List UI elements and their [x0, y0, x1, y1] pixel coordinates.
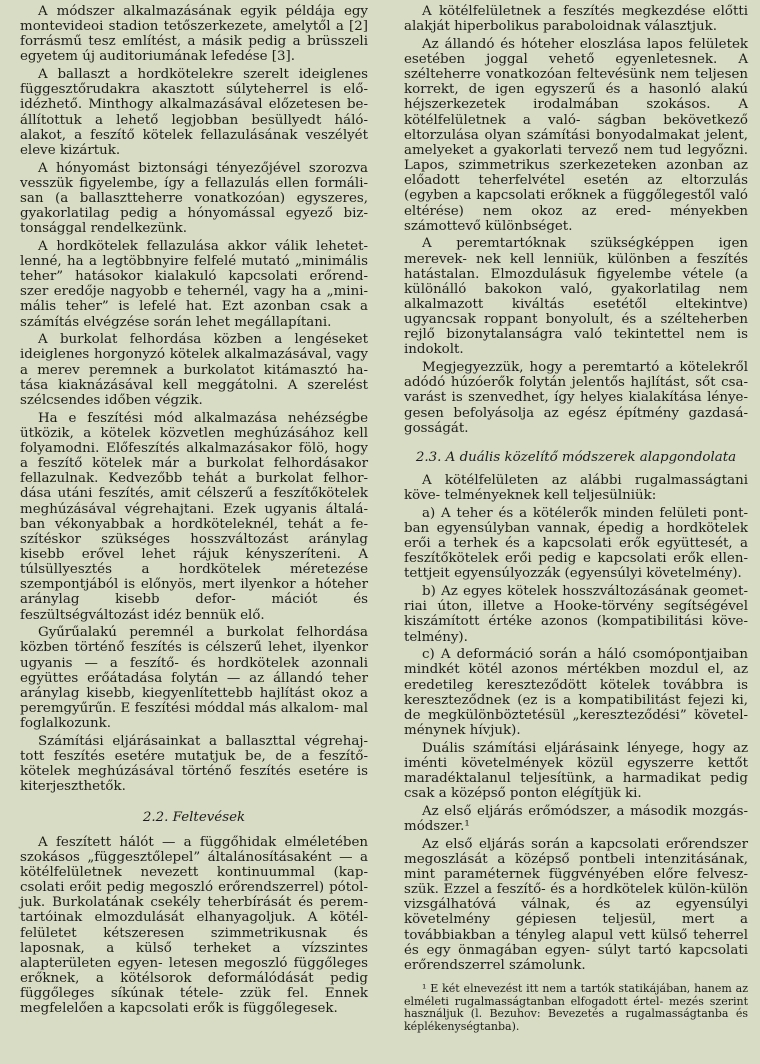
paragraph: A kötélfelületnek a feszítés megkezdése előtti alakját hiperbolikus paraboloidnak választjuk. [404, 4, 748, 35]
section-heading: 2.2. Feltevések [142, 810, 246, 826]
paragraph: Az első eljárás során a kapcsolati erőrendszer megoszlását a középső pontbeli intenzitásának, mint paraméternek függvényében előre felvesz- szük. Ezzel a feszítő- és a hordkötelek külön-külön vizsgálhatóvá válnak, és az egyensúlyi követelmény gépiesen teljesül, mert a továbbiakban a tényleg alapul vett külső teherrel és egy önmagában egyen- súlyt tartó kapcsolati erőrendszerrel számolunk. [404, 836, 748, 973]
paragraph: Gyűrűalakú peremnél a burkolat felhordása közben történő feszítés is célszerű lehet, ilyenkor ugyanis — a feszítő- és hordkötelek azonnali együttes erőátadása folytán — az állandó teher aránylag kisebb, kiegyenlítettebb hajlítást okoz a peremgyűrűn. E feszítési móddal más alkalom- mal foglalkozunk. [20, 625, 368, 732]
paragraph: A hordkötelek fellazulása akkor válik lehetet- lenné, ha a legtöbbnyire felfelé mutató „minimális teher” hatásokor kialakuló kapcsolati erőrend- szer eredője nagyobb e tehernél, vagy ha a „mini- mális teher” is lefelé hat. Ezt azonban csak a számítás elvégzése során lehet megállapítani. [20, 238, 368, 330]
paragraph: Duális számítási eljárásaink lényege, hogy az iménti követelmények közül egyszerre kettőt maradéktalanul teljesítünk, a harmadikat pedig csak a középső ponton elégítjük ki. [404, 740, 748, 802]
paragraph: Megjegyezzük, hogy a peremtartó a kötelekről adódó húzóerők folytán jelentős hajlítást, sőt csa- varást is szenvedhet, így helyes kialakítása lénye- gesen befolyásolja az egész építmény gazdasá- gosságát. [404, 360, 748, 436]
paragraph: Az első eljárás erőmódszer, a második mozgás- módszer.¹ [404, 803, 748, 834]
paragraph: Ha e feszítési mód alkalmazása nehézségbe ütközik, a kötelek közvetlen meghúzásához kell folyamodni. Előfeszítés alkalmazásakor fölö, hogy a feszítő kötelek már a burkolat felhordásakor fellazulnak. Kedvezőbb tehát a burkolat felhor- dása utáni feszítés, amit célszerű a feszítőkötelek meghúzásával végrehajtani. Ezek ugyanis általá- ban vékonyabbak a hordköteleknél, tehát a fe- szítéskor szükséges hosszváltozást aránylag kisebb erővel lehet rájuk kényszeríteni. A túlsüllyesztés a hordkötelek méretezése szempontjából is előnyös, mert ilyenkor a hóteher aránylag kisebb defor- mációt és feszültségváltozást idéz bennük elő. [20, 410, 368, 623]
paragraph: Számítási eljárásainkat a ballaszttal végrehaj- tott feszítés esetére mutatjuk be, de a feszítő- kötelek meghúzásával történő feszítés esetére is kiterjeszthetők. [20, 733, 368, 795]
left-column [20, 4, 368, 1019]
section-heading: 2.3. A duális közelítő módszerek alapgondolata [415, 449, 737, 465]
footnote: ¹ E két elnevezést itt nem a tartók statikájában, hanem az elméleti rugalmasságtanban elfogadott értel- mezés szerint használjuk (l. Bezuhov: Bevezetés a rugalmasságtanba és képlékenységtanba). [404, 982, 748, 1033]
requirement-c: c) A deformáció során a háló csomópontjaiban mindkét kötél azonos mértékben mozdul el, az eredetileg kereszteződött kötelek továbbra is kereszteződnek (ez is a kompatibilitást fejezi ki, de megkülönböztetésül „kereszteződési” követel- ménynek hívjuk). [404, 647, 748, 739]
paragraph: A feszített hálót — a függőhidak elméletében szokásos „függesztőlepel” általánosításaként — a kötélfelületnek nevezett kontinuummal (kap- csolati erőit pedig megoszló erőrendszerrel) pótol- juk. Burkolatának csekély teherbírását és perem- tartóinak elmozdulását elhanyagoljuk. A kötél- felületet kétszeresen szimmetrikusnak és laposnak, a külső terheket a vízszintes alapterületen egyen- letesen megoszló függőleges erőknek, a kötélsorok deformálódását pedig függőleges síkúnak tétele- zzük fel. Ennek megfelelően a kapcsolati erők is függőlegesek. [20, 834, 368, 1017]
paragraph: A burkolat felhordása közben a lengéseket ideiglenes horgonyzó kötelek alkalmazásával, vagy a merev peremnek a burkolatot kitámasztó ha- tása kiaknázásával kell meggátolni. A szerelést szélcsendes időben végzik. [20, 332, 368, 408]
paragraph: Az állandó és hóteher eloszlása lapos felületek esetében joggal vehető egyenletesnek. A szélteherre vonatkozóan feltevésünk nem teljesen korrekt, de igen egyszerű és a hasonló alakú héjszerkezetek irodalmában szokásos. A kötélfelületnek a való- ságban bekövetkező eltorzulása olyan számítási bonyodalmakat jelent, amelyeket a gyakorlati tervező nem tud legyőzni. Lapos, szimmetrikus szerkezeteken azonban az előadott teherfelvétel esetén az eltorzulás (egyben a kapcsolati erőknek a függőlegestől való eltérése) nem okoz az ered- ményekben számottevő különbséget. [404, 36, 748, 234]
paragraph: A peremtartóknak szükségképpen igen merevek- nek kell lenniük, különben a feszítés hatástalan. Elmozdulásuk figyelembe vétele (a különálló bakokon való, gyakorlatilag nem alkalmazott kiváltás esetétől eltekintve) ugyancsak roppant bonyolult, és a szélteherben rejlő bizonytalanságra való tekintettel nem is indokolt. [404, 236, 748, 358]
paragraph: A módszer alkalmazásának egyik példája egy montevideoi stadion tetőszerkezete, amelytől a [2] forrásmű tesz említést, a másik pedig a brüsszeli egyetem új auditoriumának lefedése [3]. [20, 4, 368, 65]
requirement-b: b) Az egyes kötelek hosszváltozásának geomet- riai úton, illetve a Hooke-törvény segítségével kiszámított értéke azonos (kompatibilitási köve- telmény). [404, 584, 748, 645]
paragraph: A kötélfelületen az alábbi rugalmasságtani köve- telményeknek kell teljesülniük: [404, 473, 748, 504]
paragraph: A hónyomást biztonsági tényezőjével szorozva vesszük figyelembe, így a fellazulás ellen formáli- san (a ballasztteherre vonatkozóan) egyszeres, gyakorlatilag pedig a hónyomással egyező biz- tonsággal rendelkezünk. [20, 160, 368, 237]
right-column [404, 4, 748, 1036]
paragraph: A ballaszt a hordkötelekre szerelt ideiglenes függesztőrudakra akasztott súlyteherrel is elő- idézhető. Minthogy alkalmazásával előzetesen be- állítottuk a lehető legjobban besüllyedt háló- alakot, a feszítő kötelek fellazulásának veszélyét eleve kizártuk. [20, 67, 368, 158]
requirement-a: a) A teher és a kötélerők minden felületi pont- ban egyensúlyban vannak, épedig a hordkötelek erői a terhek és a kapcsolati erők együttesét, a feszítőkötelek erői pedig e kapcsolati erők ellen- tettjeit egyensúlyozzák (egyensúlyi követelmény). [404, 505, 748, 582]
